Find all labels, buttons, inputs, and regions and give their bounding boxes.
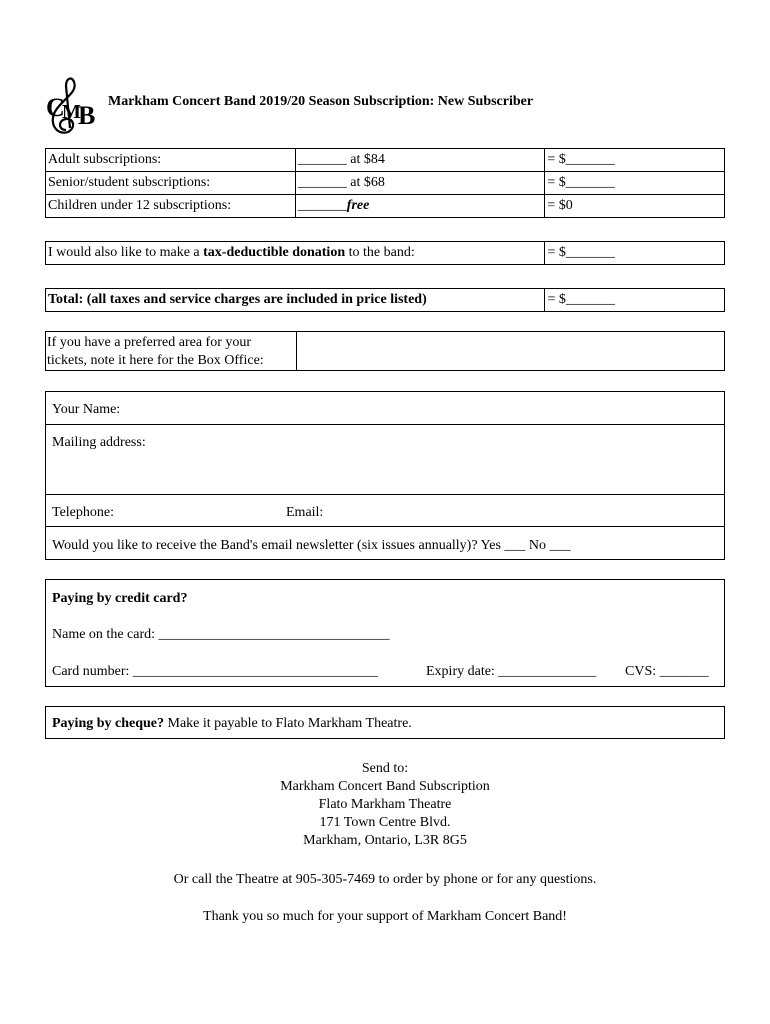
senior-total-field[interactable]: = $_______ [545, 172, 725, 195]
donation-post-text: to the band: [345, 245, 415, 260]
name-label: Your Name: [52, 402, 121, 417]
cvs-field[interactable]: CVS: _______ [625, 664, 709, 679]
table-row [46, 172, 725, 195]
table-row [46, 289, 725, 312]
svg-text:M: M [62, 101, 81, 123]
send-to-heading: Send to: [361, 761, 409, 776]
subscription-table [45, 148, 725, 218]
phone-label: Telephone: [52, 505, 114, 520]
address-line: Markham, Ontario, L3R 8G5 [303, 833, 467, 848]
children-label: Children under 12 subscriptions: [46, 195, 296, 218]
table-row [46, 242, 725, 265]
contact-box [45, 391, 725, 560]
adult-qty-field[interactable]: _______ at $84 [295, 149, 545, 172]
donation-bold-text: tax-deductible donation [203, 245, 346, 260]
grand-total-field[interactable]: = $_______ [545, 289, 725, 312]
cheque-bold: Paying by cheque? [52, 716, 165, 731]
table-row [46, 149, 725, 172]
cheque-rest: Make it payable to Flato Markham Theatre. [164, 716, 412, 731]
preferred-area-box [45, 331, 725, 371]
cheque-text [52, 716, 412, 732]
donation-table [45, 241, 725, 265]
divider [46, 526, 724, 527]
credit-card-heading: Paying by credit card? [52, 591, 188, 606]
expiry-date-field[interactable]: Expiry date: ______________ [426, 664, 597, 679]
divider [296, 331, 297, 371]
donation-pre-text: I would also like to make a [48, 245, 204, 260]
email-label: Email: [286, 505, 324, 520]
divider [46, 494, 724, 495]
donation-label [46, 242, 545, 265]
credit-card-box [45, 579, 725, 687]
card-number-field[interactable]: Card number: ___________________________________ [52, 664, 378, 679]
address-line: Flato Markham Theatre [318, 797, 452, 812]
senior-label: Senior/student subscriptions: [46, 172, 296, 195]
preferred-area-line1: If you have a preferred area for your [47, 335, 252, 350]
senior-qty-field[interactable]: _______ at $68 [295, 172, 545, 195]
children-total: = $0 [545, 195, 725, 218]
address-line: 171 Town Centre Blvd. [319, 815, 451, 830]
table-row [46, 195, 725, 218]
children-qty-field[interactable] [295, 195, 545, 218]
call-text: Or call the Theatre at 905-305-7469 to order by phone or for any questions. [173, 872, 597, 887]
divider [46, 424, 724, 425]
children-free-text: free [346, 198, 370, 213]
children-qty-blank: _______ [297, 198, 347, 213]
card-name-field[interactable]: Name on the card: _________________________________ [52, 627, 390, 642]
address-label: Mailing address: [52, 435, 146, 450]
preferred-area-line2: tickets, note it here for the Box Office: [47, 353, 264, 368]
total-label: Total: (all taxes and service charges are included in price listed) [46, 289, 545, 312]
total-table [45, 288, 725, 312]
thanks-text: Thank you so much for your support of Markham Concert Band! [203, 909, 567, 924]
treble-clef-mcb-logo-icon [44, 72, 100, 136]
svg-text:B: B [78, 101, 96, 130]
donation-total-field[interactable]: = $_______ [545, 242, 725, 265]
page-title: Markham Concert Band 2019/20 Season Subscription: New Subscriber [108, 94, 534, 109]
preferred-area-field[interactable] [298, 332, 724, 370]
svg-text:C: C [46, 93, 65, 122]
cheque-box [45, 706, 725, 739]
address-line: Markham Concert Band Subscription [280, 779, 490, 794]
newsletter-question[interactable]: Would you like to receive the Band's email newsletter (six issues annually)? Yes ___ No ___ [52, 538, 571, 553]
send-to-block [0, 760, 770, 850]
adult-total-field[interactable]: = $_______ [545, 149, 725, 172]
adult-label: Adult subscriptions: [46, 149, 296, 172]
